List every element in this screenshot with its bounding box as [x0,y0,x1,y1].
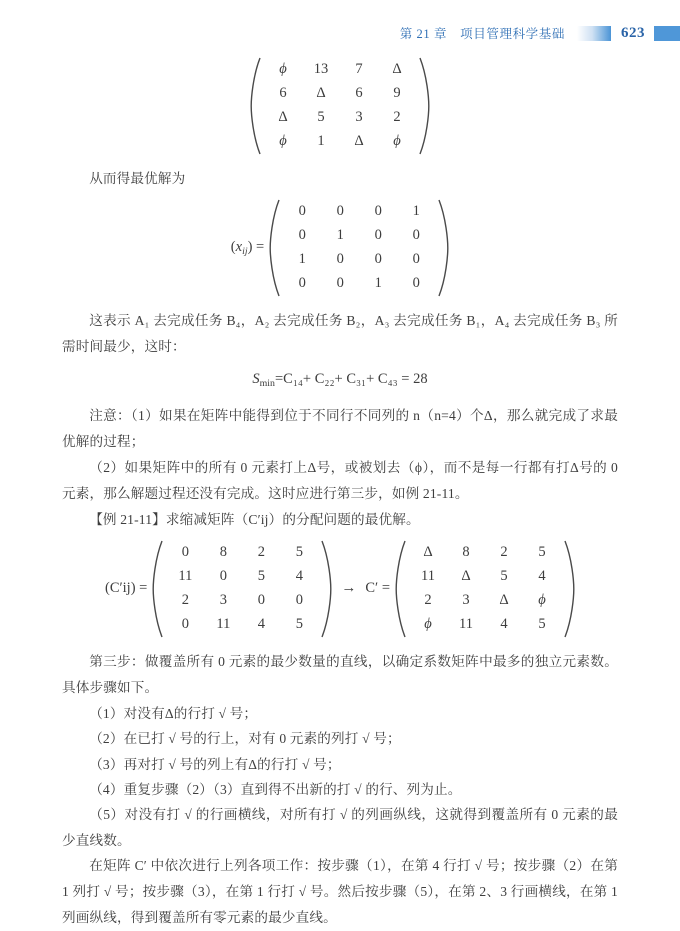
matrix-cell: 0 [412,251,420,267]
right-paren-icon [321,539,332,639]
matrix-cell: 2 [500,543,508,560]
matrix-x [269,198,449,298]
matrix-cell: 0 [336,275,344,291]
matrix-cell: ϕ [393,133,401,149]
matrix-cell: 0 [298,275,306,291]
matrix-cell: 0 [412,227,420,243]
smin-subscript: min [259,377,275,389]
matrix-cell: 1 [336,227,344,243]
equation-matrix-1 [62,56,618,156]
header-gradient-bar-decoration [577,26,611,41]
matrix-c-reduced [152,539,332,639]
matrix-cell: 3 [462,591,470,608]
matrix-cell: Δ [392,61,402,77]
matrix-cell: Δ [278,109,288,125]
matrix-cell: 11 [216,615,231,632]
paragraph-lead-optimal: 从而得最优解为 [89,171,186,186]
matrix-x-grid [280,198,438,298]
matrix-cell: 4 [257,615,265,632]
matrix-cell: ϕ [538,591,546,608]
matrix-1-grid [261,56,419,156]
matrix-cell: 2 [181,591,189,608]
matrix-cell: 2 [424,591,432,608]
matrix-cell: 1 [412,203,420,219]
matrix-cell: 11 [421,567,435,584]
paragraph-note-1: 注意：（1）如果在矩阵中能得到位于不同行不同列的 n（n=4）个Δ，那么就完成了求最优解的过程； [62,407,618,449]
right-paren-icon [564,539,575,639]
variable-x-subscript: ij [242,245,248,257]
matrix-cell: Δ [423,543,433,560]
equation-matrix-x [62,198,618,298]
matrix-cell: 13 [313,61,329,77]
equation-c-right-label: C′ = [365,580,391,597]
matrix-cell: 9 [393,85,401,101]
matrix-cell: 5 [317,109,325,125]
matrix-cell: 5 [538,615,546,632]
matrix-cell: 0 [336,203,344,219]
arrow-icon: → [341,580,357,597]
matrix-cell: 5 [295,543,303,560]
right-paren-icon [419,56,430,156]
equation-x-label: $(x_{ij})$ = [230,239,265,257]
list-item-step-5: （5）对没有打 √ 的行画横线，对所有打 √ 的列画纵线，这就得到覆盖所有 0 元素的最少直线数。 [62,807,618,848]
equation-c-left-label: (C′ij) = [104,580,148,597]
matrix-cell: 11 [178,567,193,584]
left-paren-icon [250,56,261,156]
equation-matrix-c [62,539,618,639]
matrix-cell: 0 [374,227,382,243]
paragraph-note-2: （2）如果矩阵中的所有 0 元素打上Δ号，或被划去（ϕ），而不是每一行都有打Δ号的 0 元素，那么解题过程还没有完成。这时应进行第三步，如例 21-11。 [62,459,618,501]
matrix-cell: 0 [181,543,189,560]
matrix-cell: ϕ [424,615,432,632]
matrix-cell: 5 [500,567,508,584]
paragraph-example-title: 【例 21-11】求缩减矩阵（C′ij）的分配问题的最优解。 [89,511,420,527]
matrix-cell: 1 [317,133,325,149]
matrix-cell: Δ [499,591,509,608]
matrix-cell: 0 [181,615,189,632]
matrix-cell: 0 [336,251,344,267]
right-paren-icon [438,198,449,298]
matrix-cell: 2 [257,543,265,560]
matrix-1 [250,56,430,156]
page-content [62,52,618,931]
paragraph-closing: 在矩阵 C′ 中依次进行上列各项工作：按步骤（1），在第 4 行打 √ 号；按步骤（2）在第 1 列打 √ 号；按步骤（3），在第 1 行打 √ 号。然后按步骤（5），在第 2、3 行画横线，在第 1 列画纵线，得到覆盖所有零元素的最少直线。 [62,858,618,926]
matrix-cell: 6 [279,85,287,101]
smin-body: =C₁₄+ C₂₂+ C₃₁+ C₄₃ = 28 [274,371,428,387]
paragraph-explain-assignment: 这表示 A₁ 去完成任务 B₄，A₂ 去完成任务 B₂，A₃ 去完成任务 B₁，A₄ 去完成任务 B₃ 所需时间最少，这时： [62,313,618,354]
matrix-cell: 3 [219,591,227,608]
equation-x-inline [231,198,449,298]
list-item-step-4: （4）重复步骤（2）（3）直到得不出新的打 √ 的行、列为止。 [89,781,462,797]
matrix-cell: 8 [219,543,227,560]
list-item-step-3: （3）再对打 √ 号的列上有Δ的行打 √ 号； [89,756,341,772]
matrix-cell: 8 [462,543,470,560]
list-item-step-2: （2）在已打 √ 号的行上，对有 0 元素的列打 √ 号； [89,731,401,747]
matrix-cell: 11 [459,615,473,632]
matrix-cell: 3 [355,109,363,125]
page-header [0,22,680,44]
matrix-cell: 5 [295,615,303,632]
matrix-cell: 2 [393,109,401,125]
equation-smin [62,366,618,397]
matrix-cell: Δ [354,133,364,149]
matrix-cell: Δ [316,85,326,101]
matrix-cell: Δ [461,567,471,584]
matrix-cell: 1 [298,251,306,267]
variable-x: x [235,239,243,256]
chapter-title: 第 21 章 项目管理科学基础 [399,27,565,41]
matrix-cell: ϕ [279,61,287,77]
left-paren-icon [152,539,163,639]
matrix-cell: 4 [295,567,303,584]
matrix-cell: 1 [374,275,382,291]
matrix-cell: 0 [257,591,265,608]
matrix-cell: 0 [374,251,382,267]
matrix-cell: 5 [257,567,265,584]
list-item-step-1: （1）对没有Δ的行打 √ 号； [89,705,258,721]
matrix-cell: 7 [355,61,363,77]
smin-symbol: S [252,371,260,387]
matrix-cell: 0 [298,227,306,243]
matrix-cell: ϕ [279,133,287,149]
matrix-c-marked-grid [406,539,564,639]
matrix-cell: 0 [298,203,306,219]
paragraph-step-three: 第三步：做覆盖所有 0 元素的最少数量的直线，以确定系数矩阵中最多的独立元素数。具体步骤如下。 [62,653,618,695]
matrix-cell: 0 [219,567,227,584]
matrix-cell: 6 [355,85,363,101]
left-paren-icon [395,539,406,639]
left-paren-icon [269,198,280,298]
header-blue-square-decoration [654,26,680,41]
matrix-cell: 0 [295,591,303,608]
matrix-c-reduced-grid [163,539,321,639]
matrix-cell: 5 [538,543,546,560]
matrix-cell: 4 [500,615,508,632]
matrix-cell: 4 [538,567,546,584]
equation-c-inline [105,539,575,639]
matrix-c-marked [395,539,575,639]
matrix-cell: 0 [374,203,382,219]
matrix-cell: 0 [412,275,420,291]
page-number: 623 [621,24,645,41]
